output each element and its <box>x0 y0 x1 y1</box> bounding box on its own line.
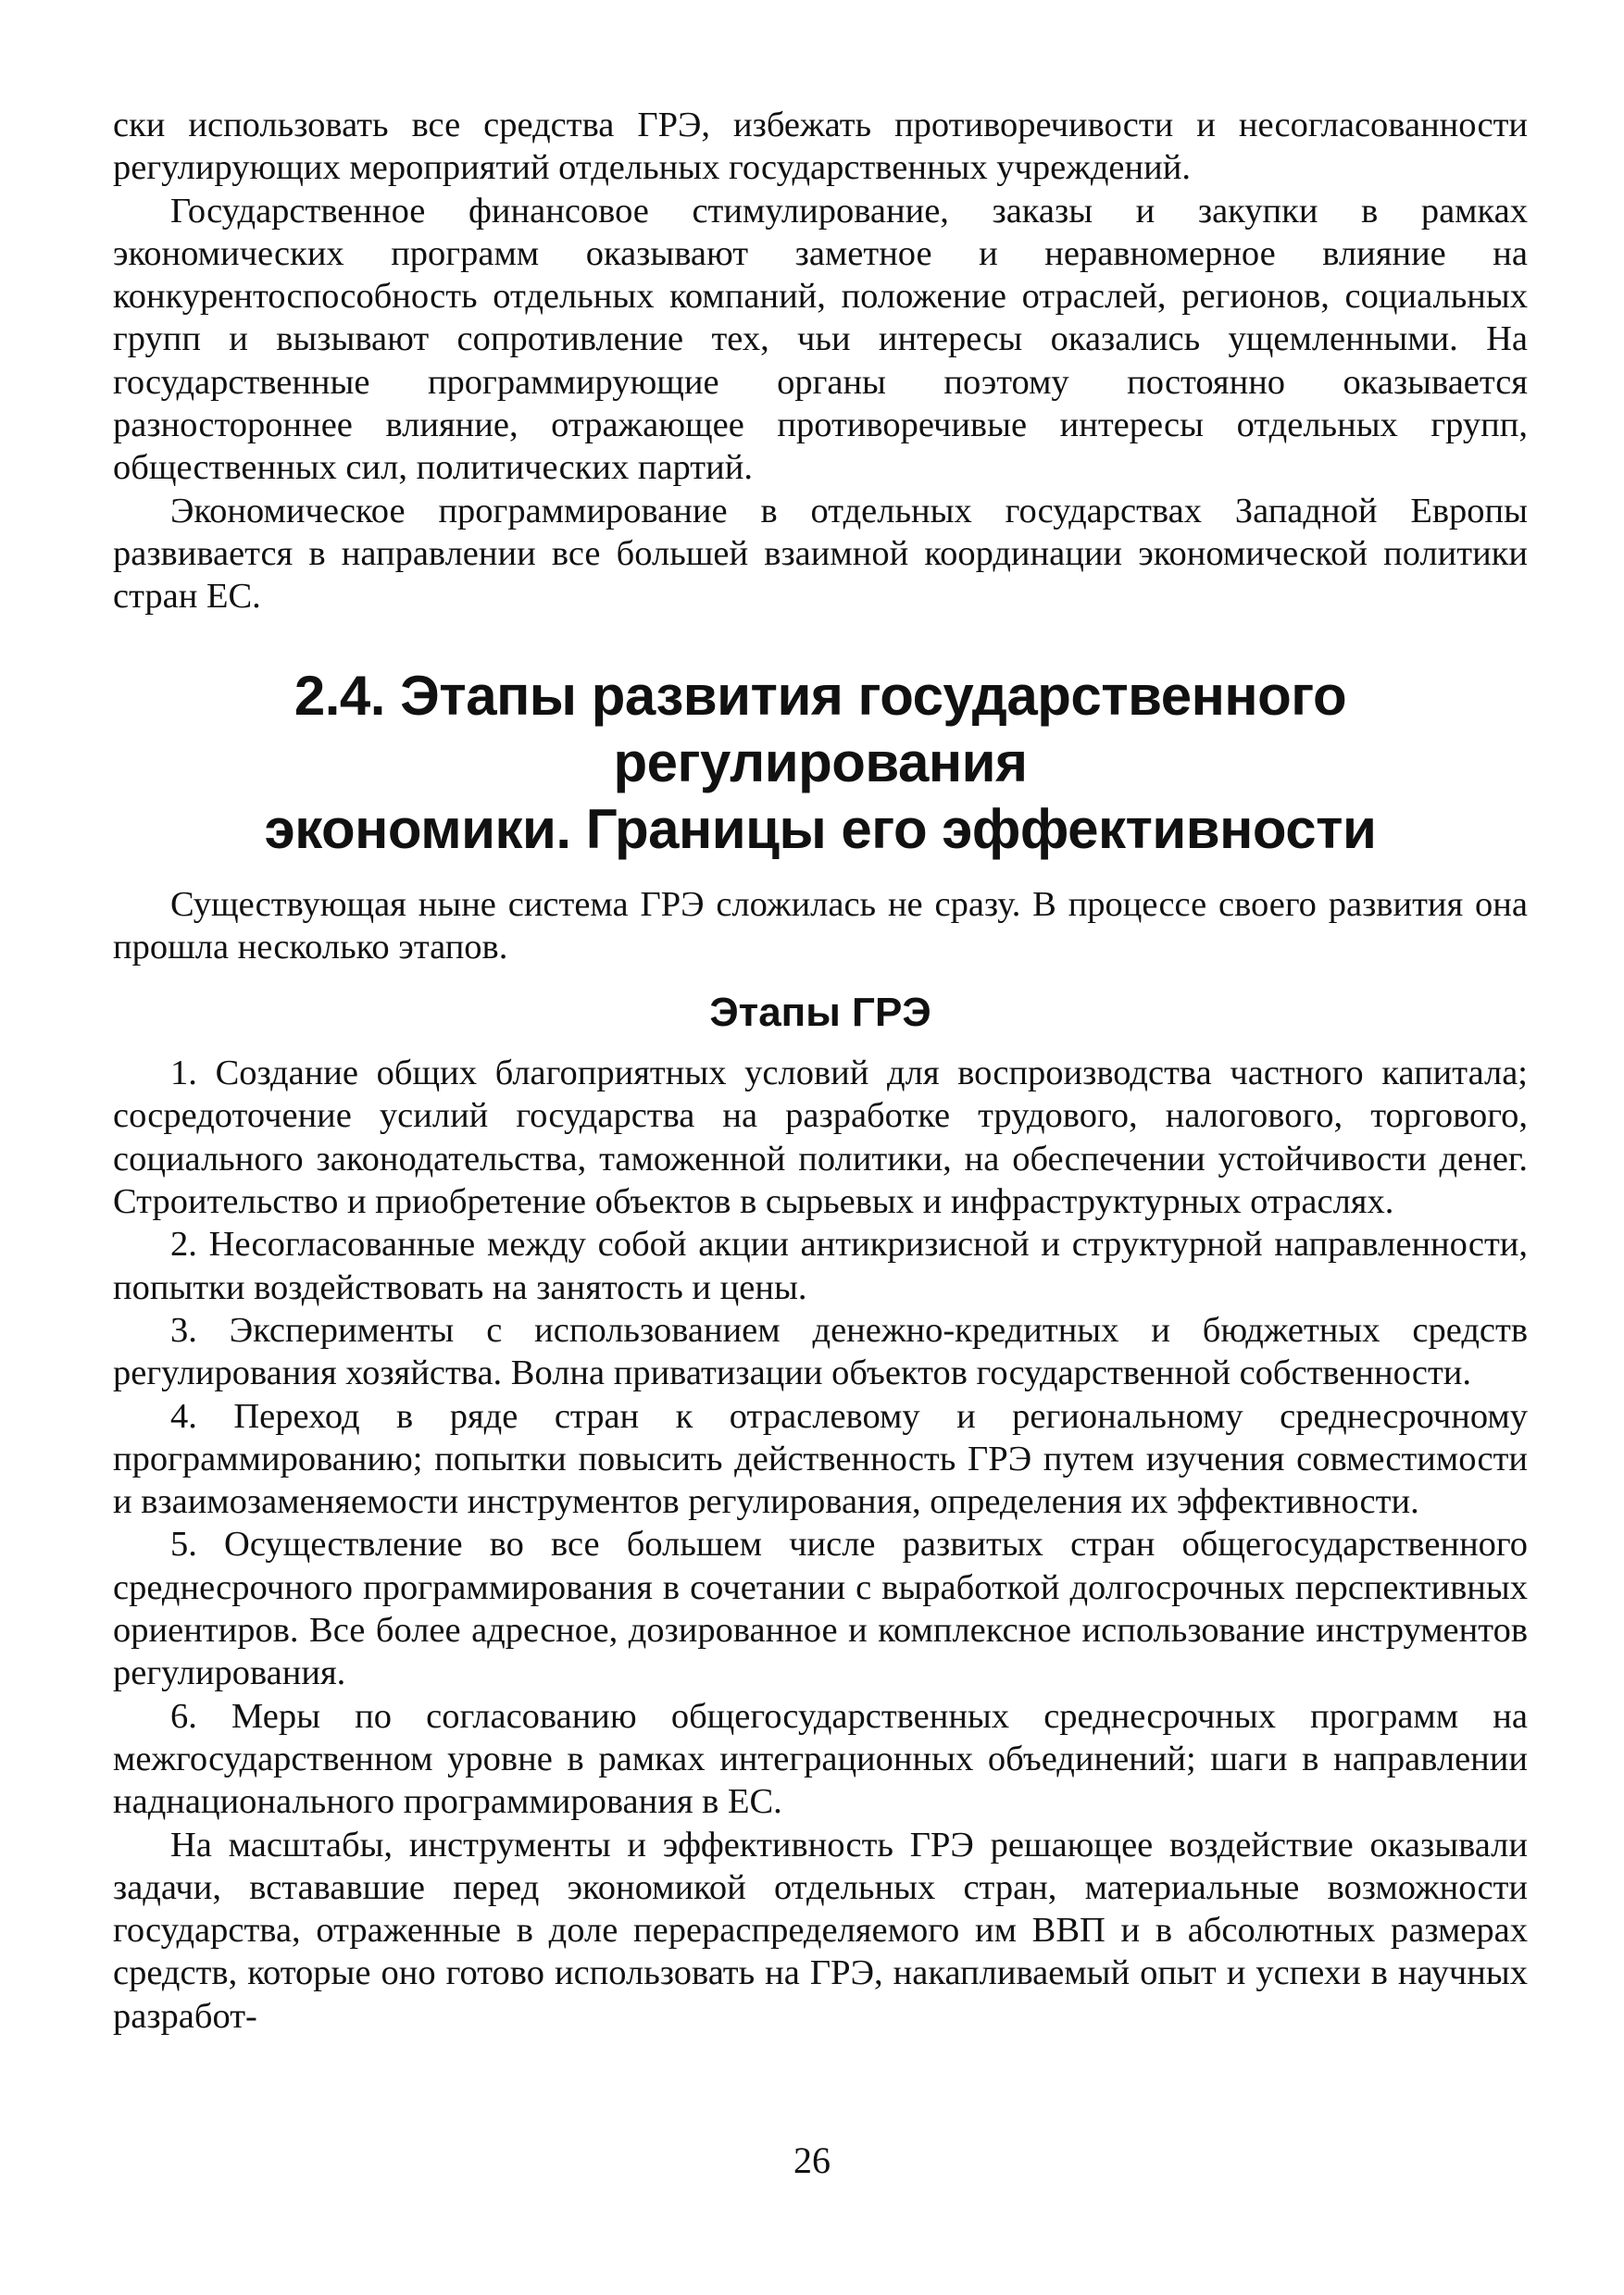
paragraph-intro: Существующая ныне система ГРЭ сложилась не сразу. В процессе своего развития она прошла несколько этапов. <box>113 884 1528 967</box>
stage-item-5: 5. Осуществление во все большем числе развитых стран общегосударственного среднесрочного программирования в сочетании с выработкой долгосрочных перспективных ориентиров. Все более адресное, дозированное и комплексное использование инструментов регулирования. <box>113 1525 1528 1693</box>
section-heading-line-1: 2.4. Этапы развития государственного регулирования <box>294 664 1347 793</box>
paragraph-closing: На масштабы, инструменты и эффективность ГРЭ решающее воздействие оказывали задачи, встававшие перед экономикой отдельных стран, материальные возможности государства, отраженные в доле перераспределяемого им ВВП и в абсолютных размерах средств, которые оно готово использовать на ГРЭ, накапливаемый опыт и успехи в научных разработ- <box>113 1825 1528 2036</box>
paragraph-economic-programming: Экономическое программирование в отдельных государствах Западной Европы развивается в направлении все большей взаимной координации экономической политики стран ЕС. <box>113 491 1528 617</box>
paragraph-financial-stimulation: Государственное финансовое стимулирование, заказы и закупки в рамках экономических программ оказывают заметное и неравномерное влияние на конкурентоспособность отдельных компаний, положение отраслей, регионов, социальных групп и вызывают сопротивление тех, чьи интересы оказались ущемленными. На государственные программирующие органы поэтому постоянно оказывается разностороннее влияние, отражающее противоречивые интересы отдельных групп, общественных сил, политических партий. <box>113 191 1528 488</box>
stage-item-3: 3. Эксперименты с использованием денежно-кредитных и бюджетных средств регулирования хозяйства. Волна приватизации объектов государственной собственности. <box>113 1310 1528 1393</box>
section-heading <box>113 663 1528 863</box>
paragraph-continuation: ски использовать все средства ГРЭ, избежать противоречивости и несогласованности регулирующих мероприятий отдельных государственных учреждений. <box>113 106 1528 188</box>
stages-heading: Этапы ГРЭ <box>709 990 931 1036</box>
stage-item-6: 6. Меры по согласованию общегосударственных среднесрочных программ на межгосударственном уровне в рамках интеграционных объединений; шаги в направлении наднационального программирования в ЕС. <box>113 1696 1528 1822</box>
document-page <box>113 104 1528 2038</box>
section-heading-line-2: экономики. Границы его эффективности <box>264 797 1377 860</box>
stage-item-4: 4. Переход в ряде стран к отраслевому и региональному среднесрочному программированию; попытки повысить действенность ГРЭ путем изучения совместимости и взаимозаменяемости инструментов регулирования, определения их эффективности. <box>113 1396 1528 1522</box>
page-number: 26 <box>793 2139 831 2181</box>
stage-item-2: 2. Несогласованные между собой акции антикризисной и структурной направленности, попытки воздействовать на занятость и цены. <box>113 1225 1528 1307</box>
stage-item-1: 1. Создание общих благоприятных условий для воспроизводства частного капитала; сосредоточение усилий государства на разработке трудового, налогового, торгового, социального законодательства, таможенной политики, на обеспечении устойчивости денег. Строительство и приобретение объектов в сырьевых и инфраструктурных отраслях. <box>113 1054 1528 1222</box>
